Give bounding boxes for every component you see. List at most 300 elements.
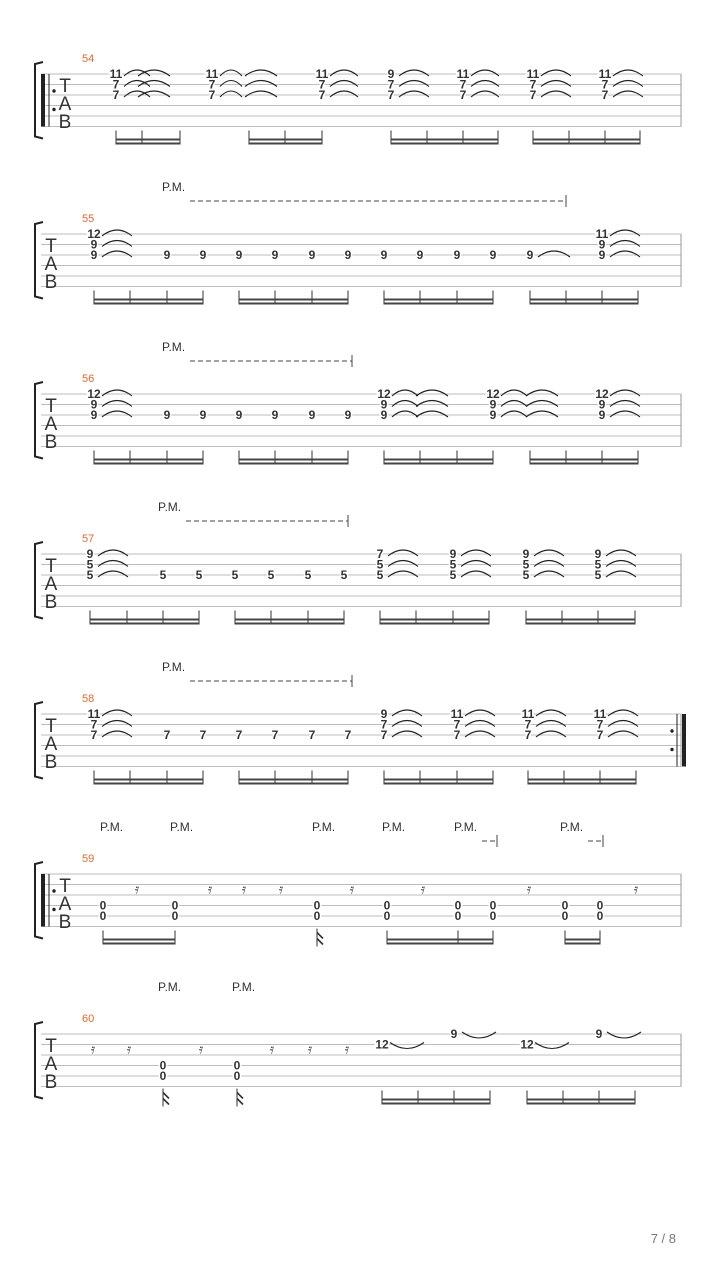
- fret-number: 7: [380, 717, 388, 732]
- beam: [384, 303, 493, 305]
- staff-system: [35, 180, 681, 305]
- tab-clef-letter: T: [45, 396, 57, 417]
- tie-arc: [388, 561, 418, 567]
- fret-number: 9: [308, 408, 316, 422]
- palm-mute-label: P.M.: [162, 340, 186, 354]
- palm-mute-label: P.M.: [382, 820, 406, 834]
- sixteenth-rest-icon: 𝄿: [349, 881, 355, 898]
- fret-number: 7: [208, 77, 216, 92]
- repeat-dot: [52, 908, 55, 911]
- measure-number: 57: [82, 533, 95, 545]
- sixteenth-rest-icon: 𝄿: [198, 1041, 204, 1058]
- beam: [384, 463, 493, 465]
- tie-arc: [102, 401, 132, 407]
- fret-number: 11: [456, 67, 470, 81]
- fret-number: 7: [208, 88, 216, 102]
- tie-arc: [462, 1032, 496, 1038]
- fret-number: 9: [163, 248, 171, 262]
- repeat-dot: [52, 889, 55, 892]
- beam: [249, 143, 322, 145]
- fret-number: 5: [86, 568, 94, 582]
- fret-number: 9: [453, 248, 461, 262]
- beam: [533, 139, 640, 141]
- fret-number: 7: [596, 728, 604, 742]
- note-flag: [237, 1093, 243, 1105]
- fret-number: 0: [99, 898, 107, 913]
- tie-arc: [610, 251, 640, 257]
- system-bracket: [35, 1022, 43, 1099]
- sixteenth-rest-icon: 𝄿: [269, 1041, 275, 1058]
- beam: [94, 299, 203, 301]
- sixteenth-rest-icon: 𝄿: [633, 881, 639, 898]
- palm-mute-label: P.M.: [232, 980, 256, 994]
- repeat-dot: [52, 89, 55, 92]
- tie-arc: [501, 411, 527, 417]
- tie-arc: [534, 571, 564, 577]
- fret-number: 7: [308, 728, 316, 742]
- tie-arc: [102, 241, 132, 247]
- beam: [384, 299, 493, 301]
- tie-arc: [465, 710, 495, 716]
- palm-mute-label: P.M.: [454, 820, 478, 834]
- tie-arc: [461, 571, 491, 577]
- system-bracket: [35, 222, 43, 299]
- tie-arc: [392, 710, 422, 716]
- tie-arc: [102, 721, 132, 727]
- staff-system: [35, 820, 681, 947]
- tie-arc: [526, 401, 558, 407]
- tie-arc: [465, 731, 495, 737]
- measure-number: 55: [82, 213, 95, 225]
- fret-number: 7: [529, 77, 537, 92]
- tie-arc: [471, 91, 499, 97]
- fret-number: 7: [387, 88, 395, 102]
- fret-number: 7: [453, 728, 461, 742]
- system-bracket: [35, 382, 43, 459]
- tie-arc: [390, 1043, 424, 1049]
- fret-number: 0: [454, 898, 462, 913]
- tie-arc: [98, 561, 128, 567]
- tie-arc: [536, 710, 566, 716]
- tie-arc: [608, 721, 638, 727]
- tie-arc: [607, 1032, 641, 1038]
- fret-number: 7: [601, 88, 609, 102]
- tie-arc: [610, 230, 640, 236]
- tie-arc: [102, 731, 132, 737]
- fret-number: 0: [383, 909, 391, 923]
- tie-arc: [416, 401, 448, 407]
- fret-number: 5: [304, 568, 312, 582]
- tie-arc: [399, 81, 429, 87]
- beam: [530, 303, 638, 305]
- beam: [565, 939, 600, 941]
- fret-number: 9: [380, 397, 388, 412]
- tab-clef-letter: B: [44, 752, 58, 773]
- measure-number: 59: [82, 853, 95, 865]
- tie-arc: [245, 81, 277, 87]
- tab-clef-letter: B: [44, 592, 58, 613]
- fret-number: 9: [598, 248, 606, 262]
- fret-number: 9: [308, 248, 316, 262]
- palm-mute-label: P.M.: [170, 820, 194, 834]
- beam: [527, 1099, 635, 1101]
- fret-number: 9: [489, 248, 497, 262]
- fret-number: 11: [450, 707, 464, 721]
- tie-arc: [392, 411, 418, 417]
- beam: [382, 1103, 490, 1105]
- fret-number: 9: [387, 67, 395, 81]
- tie-arc: [388, 550, 418, 556]
- beam: [384, 783, 493, 785]
- beam: [94, 459, 203, 461]
- fret-number: 5: [267, 568, 275, 582]
- tie-arc: [606, 550, 636, 556]
- tab-clef-letter: B: [58, 912, 72, 933]
- tie-arc: [471, 81, 499, 87]
- fret-number: 0: [489, 898, 497, 913]
- fret-number: 7: [596, 717, 604, 732]
- sixteenth-rest-icon: 𝄿: [90, 1041, 96, 1058]
- fret-number: 9: [163, 408, 171, 422]
- beam: [382, 1099, 490, 1101]
- tab-clef-letter: T: [45, 716, 57, 737]
- tab-clef-letter: A: [44, 254, 58, 275]
- tab-clef-letter: T: [45, 556, 57, 577]
- beam: [116, 143, 180, 145]
- fret-number: 5: [376, 557, 384, 572]
- tie-arc: [245, 91, 277, 97]
- note-flag: [317, 933, 323, 945]
- fret-number: 7: [459, 88, 467, 102]
- measure-number: 60: [82, 1013, 95, 1025]
- fret-number: 11: [205, 67, 219, 81]
- tie-arc: [461, 561, 491, 567]
- fret-number: 0: [171, 898, 179, 913]
- fret-number: 0: [383, 898, 391, 913]
- tie-arc: [501, 390, 527, 396]
- fret-number: 12: [595, 387, 609, 401]
- fret-number: 11: [526, 67, 540, 81]
- tie-arc: [606, 561, 636, 567]
- tie-arc: [534, 561, 564, 567]
- fret-number: 7: [524, 728, 532, 742]
- beam: [103, 939, 175, 941]
- fret-number: 9: [199, 408, 207, 422]
- tie-arc: [388, 571, 418, 577]
- beam: [103, 943, 175, 945]
- beam: [239, 779, 348, 781]
- fret-number: 7: [199, 728, 207, 742]
- tab-clef-letter: B: [44, 272, 58, 293]
- tie-arc: [102, 710, 132, 716]
- tab-clef-letter: T: [45, 236, 57, 257]
- tie-arc: [610, 411, 640, 417]
- fret-number: 7: [318, 88, 326, 102]
- repeat-dot: [670, 748, 673, 751]
- sixteenth-rest-icon: 𝄿: [126, 1041, 132, 1058]
- fret-number: 7: [344, 728, 352, 742]
- tie-arc: [220, 91, 242, 97]
- staff-system: [35, 980, 681, 1107]
- palm-mute-label: P.M.: [312, 820, 336, 834]
- fret-number: 12: [87, 227, 101, 241]
- sixteenth-rest-icon: 𝄿: [134, 881, 140, 898]
- tie-arc: [98, 550, 128, 556]
- fret-number: 7: [235, 728, 243, 742]
- tie-arc: [613, 91, 643, 97]
- fret-number: 9: [344, 408, 352, 422]
- fret-number: 9: [598, 397, 606, 412]
- sixteenth-rest-icon: 𝄿: [344, 1041, 350, 1058]
- beam: [530, 299, 638, 301]
- beam: [530, 459, 638, 461]
- fret-number: 9: [595, 1027, 603, 1041]
- sixteenth-rest-icon: 𝄿: [307, 1041, 313, 1058]
- beam: [380, 623, 489, 625]
- tie-arc: [330, 70, 358, 76]
- palm-mute-label: P.M.: [158, 500, 182, 514]
- tie-arc: [610, 390, 640, 396]
- fret-number: 0: [159, 1058, 167, 1073]
- beam: [116, 139, 180, 141]
- tie-arc: [330, 91, 358, 97]
- tie-arc: [220, 81, 242, 87]
- tie-arc: [399, 91, 429, 97]
- fret-number: 7: [376, 547, 384, 561]
- fret-number: 9: [522, 547, 530, 561]
- fret-number: 12: [375, 1037, 389, 1052]
- repeat-start-thick-bar: [41, 874, 45, 927]
- measure-number: 58: [82, 693, 95, 705]
- fret-number: 7: [529, 88, 537, 102]
- fret-number: 9: [235, 408, 243, 422]
- beam: [526, 619, 635, 621]
- fret-number: 9: [344, 248, 352, 262]
- beam: [380, 619, 489, 621]
- beam: [387, 939, 493, 941]
- fret-number: 0: [313, 909, 321, 923]
- fret-number: 7: [459, 77, 467, 92]
- fret-number: 7: [163, 728, 171, 742]
- tie-arc: [608, 731, 638, 737]
- fret-number: 7: [387, 77, 395, 92]
- fret-number: 7: [90, 728, 98, 742]
- tie-arc: [535, 1043, 569, 1049]
- fret-number: 7: [90, 717, 98, 732]
- tie-arc: [416, 390, 448, 396]
- tab-clef-letter: A: [44, 414, 58, 435]
- beam: [527, 1103, 635, 1105]
- fret-number: 9: [90, 408, 98, 422]
- fret-number: 5: [376, 568, 384, 582]
- staff-system: [35, 500, 681, 625]
- fret-number: 9: [199, 248, 207, 262]
- fret-number: 12: [377, 387, 391, 401]
- system-bracket: [35, 702, 43, 779]
- repeat-end-thick-bar: [682, 714, 686, 767]
- tie-arc: [102, 251, 132, 257]
- fret-number: 9: [449, 547, 457, 561]
- beam: [94, 463, 203, 465]
- tie-arc: [608, 710, 638, 716]
- tie-arc: [102, 390, 132, 396]
- fret-number: 9: [380, 707, 388, 721]
- tie-arc: [538, 251, 570, 257]
- tie-arc: [606, 571, 636, 577]
- beam: [526, 623, 635, 625]
- fret-number: 5: [231, 568, 239, 582]
- fret-number: 5: [522, 557, 530, 572]
- tie-arc: [541, 91, 571, 97]
- fret-number: 9: [86, 547, 94, 561]
- tie-arc: [392, 721, 422, 727]
- fret-number: 11: [598, 67, 612, 81]
- beam: [387, 943, 493, 945]
- tie-arc: [392, 731, 422, 737]
- tie-arc: [392, 390, 418, 396]
- fret-number: 0: [596, 898, 604, 913]
- fret-number: 7: [601, 77, 609, 92]
- staff-system: [35, 53, 681, 145]
- fret-number: 5: [449, 568, 457, 582]
- page-number: 7 / 8: [650, 1231, 676, 1246]
- sixteenth-rest-icon: 𝄿: [241, 881, 247, 898]
- tie-arc: [416, 411, 448, 417]
- fret-number: 9: [380, 408, 388, 422]
- palm-mute-label: P.M.: [100, 820, 124, 834]
- tie-arc: [102, 411, 132, 417]
- beam: [94, 783, 203, 785]
- tab-clef-letter: A: [44, 574, 58, 595]
- tab-clef-letter: T: [59, 876, 71, 897]
- fret-number: 11: [593, 707, 607, 721]
- beam: [239, 303, 348, 305]
- beam: [94, 303, 203, 305]
- tie-arc: [541, 70, 571, 76]
- beam: [94, 779, 203, 781]
- beam: [530, 463, 638, 465]
- tie-arc: [610, 241, 640, 247]
- beam: [239, 783, 348, 785]
- palm-mute-label: P.M.: [162, 180, 186, 194]
- tie-arc: [613, 70, 643, 76]
- beam: [528, 779, 636, 781]
- fret-number: 7: [112, 77, 120, 92]
- tie-arc: [526, 390, 558, 396]
- fret-number: 9: [489, 408, 497, 422]
- fret-number: 7: [112, 88, 120, 102]
- sixteenth-rest-icon: 𝄿: [207, 881, 213, 898]
- fret-number: 9: [598, 408, 606, 422]
- fret-number: 12: [520, 1037, 534, 1052]
- tie-arc: [501, 401, 527, 407]
- fret-number: 5: [594, 557, 602, 572]
- fret-number: 9: [489, 397, 497, 412]
- fret-number: 5: [195, 568, 203, 582]
- fret-number: 0: [454, 909, 462, 923]
- fret-number: 11: [315, 67, 329, 81]
- fret-number: 0: [561, 909, 569, 923]
- fret-number: 5: [340, 568, 348, 582]
- repeat-start-thick-bar: [41, 74, 45, 127]
- palm-mute-label: P.M.: [158, 980, 182, 994]
- palm-mute-label: P.M.: [560, 820, 584, 834]
- beam: [239, 463, 348, 465]
- tab-clef-letter: A: [44, 734, 58, 755]
- fret-number: 5: [86, 557, 94, 572]
- tab-clef-letter: B: [44, 432, 58, 453]
- tie-arc: [102, 230, 132, 236]
- fret-number: 9: [90, 397, 98, 412]
- tie-arc: [245, 70, 277, 76]
- note-flag: [163, 1093, 169, 1105]
- tab-clef-letter: A: [58, 94, 72, 115]
- fret-number: 7: [380, 728, 388, 742]
- palm-mute-label: P.M.: [162, 660, 186, 674]
- tie-arc: [536, 721, 566, 727]
- fret-number: 12: [87, 387, 101, 401]
- sixteenth-rest-icon: 𝄿: [420, 881, 426, 898]
- fret-number: 5: [159, 568, 167, 582]
- measure-number: 54: [82, 53, 95, 65]
- tie-arc: [471, 70, 499, 76]
- tie-arc: [526, 411, 558, 417]
- fret-number: 0: [159, 1069, 167, 1083]
- beam: [249, 139, 322, 141]
- beam: [528, 783, 636, 785]
- tab-clef-letter: B: [58, 112, 72, 133]
- tie-arc: [541, 81, 571, 87]
- tie-arc: [536, 731, 566, 737]
- fret-number: 7: [453, 717, 461, 732]
- fret-number: 7: [524, 717, 532, 732]
- fret-number: 9: [271, 248, 279, 262]
- fret-number: 0: [233, 1058, 241, 1073]
- tie-arc: [465, 721, 495, 727]
- staff-system: [35, 660, 686, 785]
- tie-arc: [613, 81, 643, 87]
- fret-number: 9: [594, 547, 602, 561]
- tie-arc: [534, 550, 564, 556]
- fret-number: 0: [561, 898, 569, 913]
- fret-number: 12: [486, 387, 500, 401]
- fret-number: 11: [87, 707, 101, 721]
- fret-number: 9: [416, 248, 424, 262]
- fret-number: 0: [233, 1069, 241, 1083]
- beam: [235, 619, 344, 621]
- tab-clef-letter: T: [59, 76, 71, 97]
- tab-clef-letter: T: [45, 1036, 57, 1057]
- fret-number: 0: [313, 898, 321, 913]
- fret-number: 0: [489, 909, 497, 923]
- fret-number: 11: [595, 227, 609, 241]
- tie-arc: [392, 401, 418, 407]
- fret-number: 5: [522, 568, 530, 582]
- fret-number: 9: [90, 237, 98, 252]
- tie-arc: [330, 81, 358, 87]
- fret-number: 9: [380, 248, 388, 262]
- fret-number: 9: [450, 1027, 458, 1041]
- beam: [239, 299, 348, 301]
- beam: [391, 143, 498, 145]
- repeat-dot: [670, 729, 673, 732]
- fret-number: 9: [598, 237, 606, 252]
- tie-arc: [98, 571, 128, 577]
- beam: [384, 459, 493, 461]
- fret-number: 11: [109, 67, 123, 81]
- beam: [384, 779, 493, 781]
- sixteenth-rest-icon: 𝄿: [278, 881, 284, 898]
